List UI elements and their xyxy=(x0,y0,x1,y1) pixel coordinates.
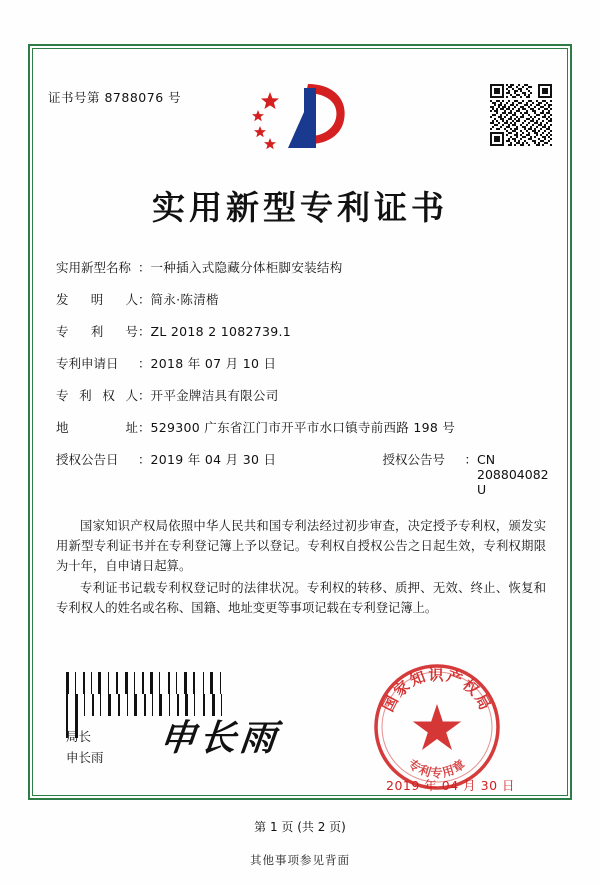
field-colon: ： xyxy=(138,420,151,435)
field-label-announcement-number: 授权公告号 xyxy=(382,452,446,467)
field-value-utility-model-name: 一种插入式隐藏分体柜脚安装结构 xyxy=(150,260,343,275)
footer-note: 其他事项参见背面 xyxy=(250,853,350,867)
barcode xyxy=(66,672,228,694)
corner-ornament-top-left xyxy=(28,44,54,70)
field-label-grant-date: 授权公告日 xyxy=(56,452,119,467)
signature-block xyxy=(66,726,104,768)
signature-role: 局长 xyxy=(66,729,92,744)
field-label-address: 地 址 xyxy=(56,420,138,435)
field-colon: ： xyxy=(138,452,151,467)
field-row-utility-model-name xyxy=(56,258,546,290)
field-colon: ： xyxy=(138,356,151,371)
signature-handwriting: 申长雨 xyxy=(157,717,282,759)
field-label-patent-number: 专 利 号 xyxy=(56,324,138,339)
seal-date: 2019 年 04 月 30 日 xyxy=(386,778,515,793)
body-paragraph-2: 专利证书记载专利权登记时的法律状况。专利权的转移、质押、无效、终止、恢复和专利权人的姓名或名称、国籍、地址变更等事项记载在专利登记簿上。 xyxy=(56,581,546,615)
field-value-patentee: 开平金牌洁具有限公司 xyxy=(150,388,279,403)
page-title: 实用新型专利证书 xyxy=(152,188,448,227)
field-value-inventor: 简永·陈清楷 xyxy=(150,292,219,307)
field-row-address xyxy=(56,418,546,450)
cnipa-logo xyxy=(248,78,352,156)
field-label-application-date: 专利申请日 xyxy=(56,356,119,371)
corner-ornament-bottom-left xyxy=(28,774,54,800)
field-label-inventor: 发 明 人 xyxy=(56,292,138,307)
field-row-application-date xyxy=(56,354,546,386)
field-label-patentee: 专 利 权 人 xyxy=(56,388,138,403)
field-row-patent-number xyxy=(56,322,546,354)
field-row-grant-announcement xyxy=(56,450,549,497)
field-value-announcement-number: CN 208804082 U xyxy=(477,452,549,497)
field-value-address: 529300 广东省江门市开平市水口镇寺前西路 198 号 xyxy=(150,420,456,435)
body-text xyxy=(56,516,546,620)
field-row-patentee xyxy=(56,386,546,418)
field-value-application-date: 2018 年 07 月 10 日 xyxy=(150,356,277,371)
field-colon: ： xyxy=(464,452,478,467)
field-value-patent-number: ZL 2018 2 1082739.1 xyxy=(150,324,292,339)
official-seal xyxy=(372,662,502,792)
field-list xyxy=(56,258,549,497)
qr-code xyxy=(490,84,552,146)
page-number: 第 1 页 (共 2 页) xyxy=(254,820,346,834)
field-colon: ： xyxy=(138,292,151,307)
certificate-number: 证书号第 8788076 号 xyxy=(48,90,182,105)
signature-name: 申长雨 xyxy=(66,750,104,765)
field-value-grant-date: 2019 年 04 月 30 日 xyxy=(150,452,277,467)
field-colon: ： xyxy=(138,260,151,275)
corner-ornament-top-right xyxy=(546,44,572,70)
field-label-utility-model-name: 实用新型名称 xyxy=(56,260,132,275)
corner-ornament-bottom-right xyxy=(546,774,572,800)
body-paragraph-1: 国家知识产权局依照中华人民共和国专利法经过初步审查，决定授予专利权，颁发实用新型专利证书并在专利登记簿上予以登记。专利权自授权公告之日起生效，专利权期限为十年，自申请日起算。 xyxy=(56,519,546,573)
field-colon: ： xyxy=(138,388,151,403)
svg-text:国家知识产权局: 国家知识产权局 xyxy=(379,666,495,715)
svg-text:专利专用章: 专利专用章 xyxy=(405,756,469,780)
field-colon: ： xyxy=(138,324,151,339)
field-row-inventor xyxy=(56,290,546,322)
